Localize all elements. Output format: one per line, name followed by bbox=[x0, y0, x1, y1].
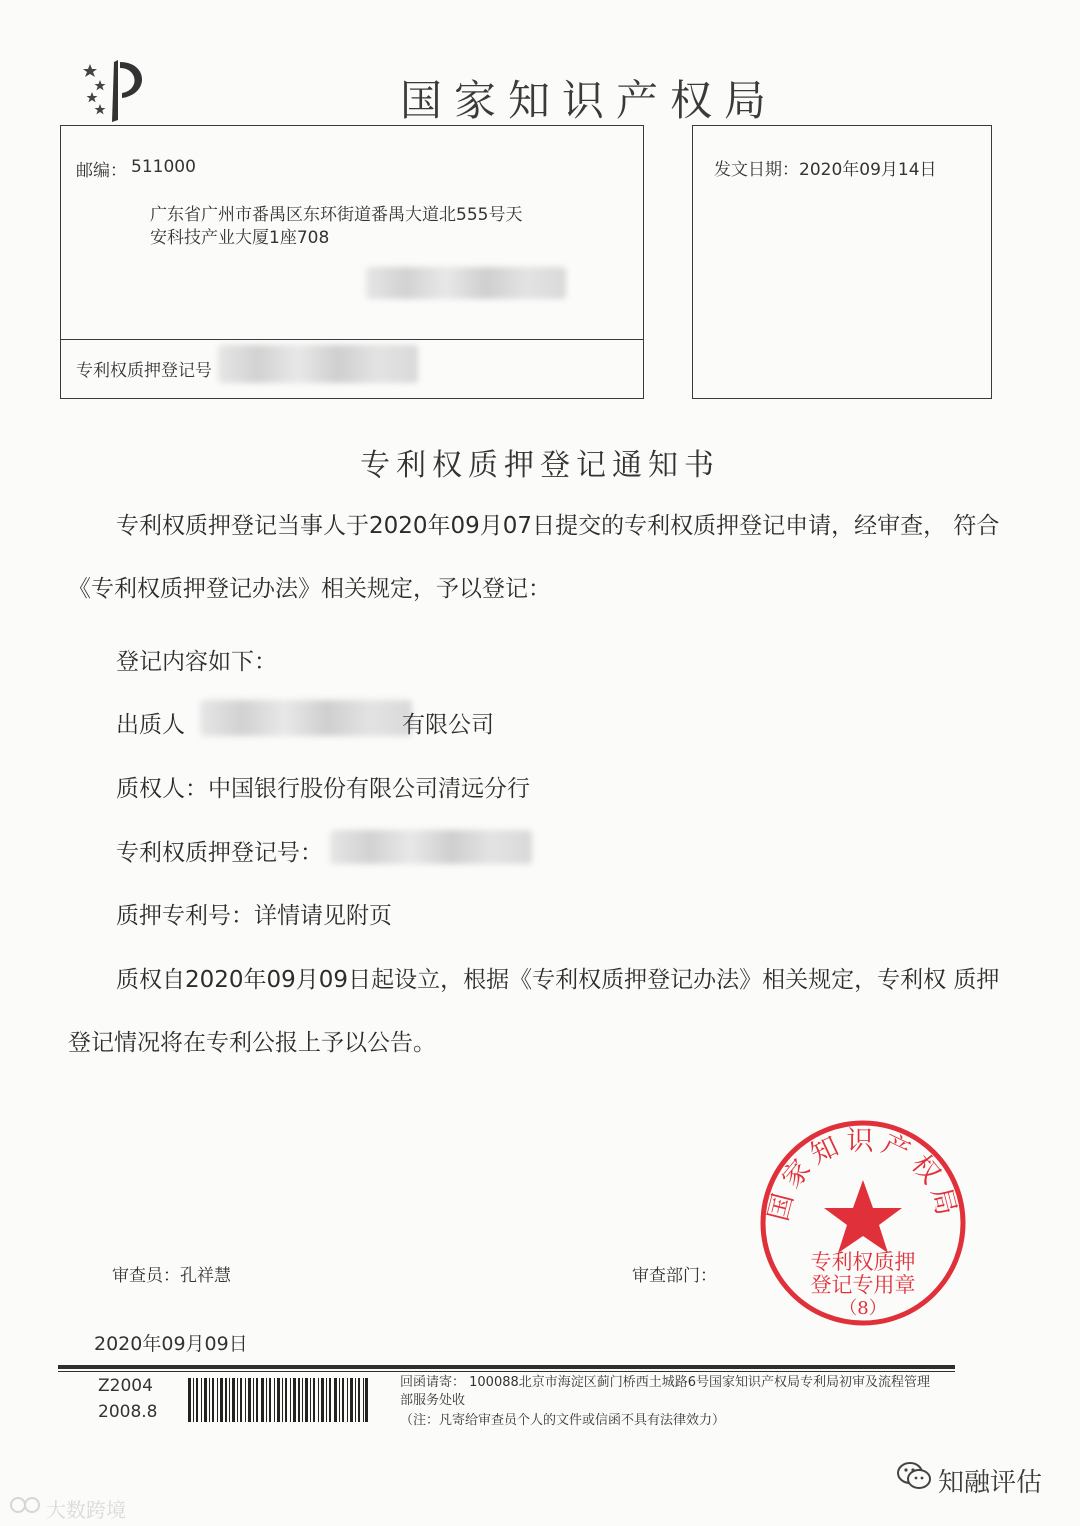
return-address-line-1: 回函请寄： 100088北京市海淀区蓟门桥西土城路6号国家知识产权局专利局初审及流程管理 bbox=[400, 1375, 931, 1390]
department-label: 审查部门： bbox=[632, 1266, 717, 1286]
redacted-registration-no-box bbox=[218, 345, 418, 383]
registration-no-label-box: 专利权质押登记号 bbox=[76, 361, 212, 381]
patent-no: 质押专利号：详情请见附页 bbox=[116, 903, 392, 929]
postcode-value: 511000 bbox=[131, 157, 196, 177]
seal-line-3: （8） bbox=[839, 1298, 887, 1319]
form-version: 2008.8 bbox=[98, 1402, 158, 1422]
watermark-bottom-left: 大数跨境 bbox=[46, 1498, 126, 1522]
return-address-line-2: 部服务处收 bbox=[400, 1393, 466, 1408]
paragraph-2-line-1: 质权自2020年09月09日起设立，根据《专利权质押登记办法》相关规定，专利权 质押 bbox=[116, 967, 1000, 993]
address-line-2: 安科技产业大厦1座708 bbox=[150, 228, 330, 248]
pledgor-suffix: 有限公司 bbox=[402, 712, 494, 738]
paragraph-2-line-2: 登记情况将在专利公报上予以公告。 bbox=[68, 1030, 436, 1056]
address-box-divider bbox=[60, 339, 644, 340]
form-code: Z2004 bbox=[98, 1376, 153, 1396]
footer-rule bbox=[58, 1365, 955, 1369]
sign-date: 2020年09月09日 bbox=[94, 1333, 248, 1355]
issue-date: 发文日期：2020年09月14日 bbox=[714, 160, 937, 180]
postcode-label: 邮编： bbox=[76, 161, 127, 181]
watermark-bottom-right: 知融评估 bbox=[938, 1468, 1043, 1498]
paragraph-1-line-2: 《专利权质押登记办法》相关规定，予以登记： bbox=[68, 576, 551, 602]
address-line-1: 广东省广州市番禺区东环街道番禺大道北555号天 bbox=[150, 205, 523, 225]
examiner: 审查员：孔祥慧 bbox=[112, 1266, 231, 1286]
notice-title: 专利权质押登记通知书 bbox=[360, 448, 720, 483]
seal-line-1: 专利权质押 bbox=[810, 1250, 916, 1274]
redacted-recipient bbox=[366, 267, 566, 299]
watermark-logo-icon bbox=[10, 1494, 40, 1516]
wechat-icon bbox=[896, 1460, 932, 1492]
footer-rule-thin bbox=[58, 1371, 955, 1372]
registration-no-label: 专利权质押登记号： bbox=[116, 840, 323, 866]
seal-ring-text: 国家知识产权局 bbox=[762, 1126, 964, 1225]
legal-note: （注：凡寄给审查员个人的文件或信函不具有法律效力） bbox=[400, 1413, 726, 1428]
redacted-registration-no bbox=[330, 830, 532, 864]
cnipa-logo-icon bbox=[78, 58, 158, 124]
return-address bbox=[400, 1374, 960, 1430]
mailing-address bbox=[150, 204, 570, 250]
redacted-pledgor bbox=[200, 700, 412, 736]
office-title: 国家知识产权局 bbox=[400, 76, 779, 125]
paragraph-1-line-1: 专利权质押登记当事人于2020年09月07日提交的专利权质押登记申请，经审查， 符合 bbox=[116, 513, 1000, 539]
pledgee: 质权人：中国银行股份有限公司清远分行 bbox=[116, 776, 530, 802]
pledgor-label: 出质人 bbox=[116, 712, 185, 738]
seal-star-icon bbox=[824, 1180, 902, 1253]
barcode-icon bbox=[188, 1378, 368, 1422]
official-seal bbox=[758, 1118, 968, 1328]
content-intro: 登记内容如下： bbox=[116, 649, 277, 675]
seal-line-2: 登记专用章 bbox=[810, 1273, 916, 1297]
